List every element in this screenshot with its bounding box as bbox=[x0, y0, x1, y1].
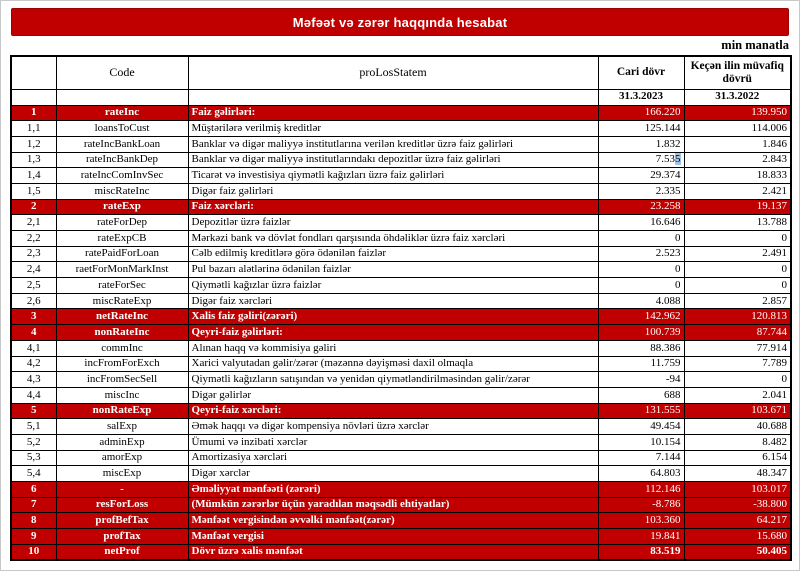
desc-cell: Depozitlər üzrə faizlər bbox=[188, 215, 598, 231]
code-cell: adminExp bbox=[56, 434, 188, 450]
current-value-cell: 0 bbox=[598, 231, 684, 247]
current-value-cell: 83.519 bbox=[598, 544, 684, 560]
row-num-cell: 8 bbox=[11, 513, 56, 529]
desc-cell: Amortizasiya xərcləri bbox=[188, 450, 598, 466]
header-row bbox=[11, 56, 791, 89]
table-row bbox=[11, 293, 791, 309]
row-num-cell: 2,2 bbox=[11, 231, 56, 247]
table-row bbox=[11, 372, 791, 388]
previous-value-cell: 19.137 bbox=[684, 199, 791, 215]
table-row-section bbox=[11, 309, 791, 325]
row-num-cell: 1,5 bbox=[11, 183, 56, 199]
row-num-cell: 5 bbox=[11, 403, 56, 419]
previous-value-cell: 40.688 bbox=[684, 419, 791, 435]
current-value-cell: 142.962 bbox=[598, 309, 684, 325]
table-row bbox=[11, 434, 791, 450]
row-num-cell: 1 bbox=[11, 105, 56, 121]
current-value-cell: 23.258 bbox=[598, 199, 684, 215]
current-value-cell: 88.386 bbox=[598, 340, 684, 356]
profit-loss-table bbox=[10, 55, 792, 561]
current-value-cell: 19.841 bbox=[598, 529, 684, 545]
table-row-section bbox=[11, 529, 791, 545]
code-cell: netRateInc bbox=[56, 309, 188, 325]
selected-value-cell[interactable] bbox=[598, 152, 684, 168]
subheader-previous-date: 31.3.2022 bbox=[684, 89, 791, 105]
desc-cell: Ticarət və investisiya qiymətli kağızları üzrə faiz gəlirləri bbox=[188, 168, 598, 184]
desc-cell: Banklar və digər maliyyə institutlarına verilən kreditlər üzrə faiz gəlirləri bbox=[188, 136, 598, 152]
row-num-cell: 6 bbox=[11, 482, 56, 498]
code-cell: - bbox=[56, 482, 188, 498]
previous-value-cell: 2.857 bbox=[684, 293, 791, 309]
current-value-cell: 131.555 bbox=[598, 403, 684, 419]
desc-cell: Faiz xərcləri: bbox=[188, 199, 598, 215]
row-num-cell: 5,3 bbox=[11, 450, 56, 466]
code-cell: incFromForExch bbox=[56, 356, 188, 372]
table-row-section bbox=[11, 403, 791, 419]
code-cell: nonRateInc bbox=[56, 325, 188, 341]
table-row bbox=[11, 183, 791, 199]
row-num-cell: 1,2 bbox=[11, 136, 56, 152]
code-cell: amorExp bbox=[56, 450, 188, 466]
row-num-cell: 3 bbox=[11, 309, 56, 325]
current-value-cell: 112.146 bbox=[598, 482, 684, 498]
desc-cell: Digər faiz gəlirləri bbox=[188, 183, 598, 199]
code-cell: rateForDep bbox=[56, 215, 188, 231]
table-row bbox=[11, 466, 791, 482]
subheader-empty bbox=[56, 89, 188, 105]
code-cell: salExp bbox=[56, 419, 188, 435]
desc-cell: Digər faiz xərcləri bbox=[188, 293, 598, 309]
code-cell: miscInc bbox=[56, 387, 188, 403]
desc-cell: Faiz gəlirləri: bbox=[188, 105, 598, 121]
previous-value-cell: 2.421 bbox=[684, 183, 791, 199]
current-value-cell: 125.144 bbox=[598, 121, 684, 137]
current-value-cell: 10.154 bbox=[598, 434, 684, 450]
table-row bbox=[11, 231, 791, 247]
table-row-section bbox=[11, 497, 791, 513]
current-value-cell: -8.786 bbox=[598, 497, 684, 513]
text-selection-highlight: 5 bbox=[675, 153, 681, 166]
current-value-cell: 166.220 bbox=[598, 105, 684, 121]
desc-cell: Xarici valyutadan gəlir/zərər (məzənnə dəyişməsi daxil olmaqla bbox=[188, 356, 598, 372]
previous-value-cell: 0 bbox=[684, 262, 791, 278]
table-row bbox=[11, 168, 791, 184]
current-value-cell: 16.646 bbox=[598, 215, 684, 231]
current-value-cell: 2.335 bbox=[598, 183, 684, 199]
code-cell: resForLoss bbox=[56, 497, 188, 513]
current-value-cell: 2.523 bbox=[598, 246, 684, 262]
row-num-cell: 4,2 bbox=[11, 356, 56, 372]
previous-value-cell: 7.789 bbox=[684, 356, 791, 372]
desc-cell: Əməliyyat mənfəəti (zərəri) bbox=[188, 482, 598, 498]
table-row bbox=[11, 387, 791, 403]
previous-value-cell: 120.813 bbox=[684, 309, 791, 325]
report-title-banner bbox=[11, 8, 789, 36]
row-num-cell: 2,1 bbox=[11, 215, 56, 231]
desc-cell: Mərkəzi bank və dövlət fondları qarşısında öhdəliklər üzrə faiz xərcləri bbox=[188, 231, 598, 247]
row-num-cell: 2 bbox=[11, 199, 56, 215]
table-row bbox=[11, 152, 791, 168]
row-num-cell: 5,1 bbox=[11, 419, 56, 435]
row-num-cell: 10 bbox=[11, 544, 56, 560]
previous-value-cell: 15.680 bbox=[684, 529, 791, 545]
previous-value-cell: 1.846 bbox=[684, 136, 791, 152]
previous-value-cell: 50.405 bbox=[684, 544, 791, 560]
subheader-empty bbox=[188, 89, 598, 105]
row-num-cell: 2,4 bbox=[11, 262, 56, 278]
header-previous-period: Keçən ilin müvafiq dövrü bbox=[684, 56, 791, 89]
desc-cell: Qeyri-faiz gəlirləri: bbox=[188, 325, 598, 341]
current-value-cell: 0 bbox=[598, 278, 684, 294]
current-value-cell: 11.759 bbox=[598, 356, 684, 372]
desc-cell: Pul bazarı alətlərinə ödənilən faizlər bbox=[188, 262, 598, 278]
table-row-section bbox=[11, 105, 791, 121]
previous-value-cell: 103.017 bbox=[684, 482, 791, 498]
code-cell: profBefTax bbox=[56, 513, 188, 529]
row-num-cell: 4,3 bbox=[11, 372, 56, 388]
header-num bbox=[11, 56, 56, 89]
previous-value-cell: 48.347 bbox=[684, 466, 791, 482]
current-value-cell: 4.088 bbox=[598, 293, 684, 309]
desc-cell: Qeyri-faiz xərcləri: bbox=[188, 403, 598, 419]
code-cell: rateIncComInvSec bbox=[56, 168, 188, 184]
code-cell: profTax bbox=[56, 529, 188, 545]
desc-cell: Cəlb edilmiş kreditlərə görə ödənilən faizlər bbox=[188, 246, 598, 262]
previous-value-cell: 2.843 bbox=[684, 152, 791, 168]
desc-cell: Qiymətli kağızlar üzrə faizlər bbox=[188, 278, 598, 294]
row-num-cell: 7 bbox=[11, 497, 56, 513]
table-row bbox=[11, 419, 791, 435]
row-num-cell: 1,4 bbox=[11, 168, 56, 184]
previous-value-cell: 18.833 bbox=[684, 168, 791, 184]
subheader-current-date: 31.3.2023 bbox=[598, 89, 684, 105]
code-cell: ratePaidForLoan bbox=[56, 246, 188, 262]
row-num-cell: 5,4 bbox=[11, 466, 56, 482]
row-num-cell: 4,4 bbox=[11, 387, 56, 403]
current-value-cell: 688 bbox=[598, 387, 684, 403]
previous-value-cell: -38.800 bbox=[684, 497, 791, 513]
table-row-total bbox=[11, 544, 791, 560]
code-cell: rateExpCB bbox=[56, 231, 188, 247]
table-row bbox=[11, 340, 791, 356]
desc-cell: Əmək haqqı və digər kompensiya növləri üzrə xərclər bbox=[188, 419, 598, 435]
current-value-cell: 64.803 bbox=[598, 466, 684, 482]
previous-value-cell: 2.491 bbox=[684, 246, 791, 262]
current-value-cell: 49.454 bbox=[598, 419, 684, 435]
previous-value-cell: 103.671 bbox=[684, 403, 791, 419]
previous-value-cell: 2.041 bbox=[684, 387, 791, 403]
table-row bbox=[11, 356, 791, 372]
report-title: Məfəət və zərər haqqında hesabat bbox=[292, 14, 508, 30]
code-cell: raetForMonMarkInst bbox=[56, 262, 188, 278]
table-row bbox=[11, 262, 791, 278]
previous-value-cell: 13.788 bbox=[684, 215, 791, 231]
table-row bbox=[11, 215, 791, 231]
desc-cell: Qiymətli kağızların satışından və yenidən qiymətləndirilməsindən gəlir/zərər bbox=[188, 372, 598, 388]
desc-cell: Ümumi və inzibati xərclər bbox=[188, 434, 598, 450]
code-cell: incFromSecSell bbox=[56, 372, 188, 388]
previous-value-cell: 77.914 bbox=[684, 340, 791, 356]
code-cell: rateForSec bbox=[56, 278, 188, 294]
previous-value-cell: 0 bbox=[684, 231, 791, 247]
header-current-period: Cari dövr bbox=[598, 56, 684, 89]
code-cell: netProf bbox=[56, 544, 188, 560]
current-value-cell: -94 bbox=[598, 372, 684, 388]
unit-note: min manatla bbox=[721, 38, 789, 52]
table-row-section bbox=[11, 325, 791, 341]
subheader-row bbox=[11, 89, 791, 105]
table-row bbox=[11, 246, 791, 262]
desc-cell: Digər xərclər bbox=[188, 466, 598, 482]
code-cell: miscRateInc bbox=[56, 183, 188, 199]
table-row-section bbox=[11, 482, 791, 498]
previous-value-cell: 0 bbox=[684, 278, 791, 294]
code-cell: rateInc bbox=[56, 105, 188, 121]
code-cell: loansToCust bbox=[56, 121, 188, 137]
code-cell: rateIncBankDep bbox=[56, 152, 188, 168]
current-value-cell: 29.374 bbox=[598, 168, 684, 184]
row-num-cell: 5,2 bbox=[11, 434, 56, 450]
code-cell: miscExp bbox=[56, 466, 188, 482]
previous-value-cell: 0 bbox=[684, 372, 791, 388]
code-cell: nonRateExp bbox=[56, 403, 188, 419]
row-num-cell: 4 bbox=[11, 325, 56, 341]
row-num-cell: 1,3 bbox=[11, 152, 56, 168]
current-value-cell: 100.739 bbox=[598, 325, 684, 341]
previous-value-cell: 114.006 bbox=[684, 121, 791, 137]
desc-cell: Müştərilərə verilmiş kreditlər bbox=[188, 121, 598, 137]
previous-value-cell: 87.744 bbox=[684, 325, 791, 341]
table-row-section bbox=[11, 199, 791, 215]
row-num-cell: 9 bbox=[11, 529, 56, 545]
desc-cell: Banklar və digər maliyyə institutlarındakı depozitlər üzrə faiz gəlirləri bbox=[188, 152, 598, 168]
desc-cell: Alınan haqq və kommisiya gəliri bbox=[188, 340, 598, 356]
desc-cell: Mənfəət vergisindən əvvəlki mənfəət(zərər) bbox=[188, 513, 598, 529]
previous-value-cell: 6.154 bbox=[684, 450, 791, 466]
value-text: 7.53 bbox=[655, 153, 675, 166]
code-cell: miscRateExp bbox=[56, 293, 188, 309]
current-value-cell: 103.360 bbox=[598, 513, 684, 529]
table-row bbox=[11, 278, 791, 294]
table-row bbox=[11, 450, 791, 466]
current-value-cell: 0 bbox=[598, 262, 684, 278]
header-code: Code bbox=[56, 56, 188, 89]
desc-cell: (Mümkün zərərlər üçün yaradılan məqsədli ehtiyatlar) bbox=[188, 497, 598, 513]
subheader-empty bbox=[11, 89, 56, 105]
table-row-section bbox=[11, 513, 791, 529]
code-cell: rateIncBankLoan bbox=[56, 136, 188, 152]
desc-cell: Digər gəlirlər bbox=[188, 387, 598, 403]
previous-value-cell: 8.482 bbox=[684, 434, 791, 450]
table-row bbox=[11, 136, 791, 152]
header-desc: proLosStatem bbox=[188, 56, 598, 89]
desc-cell: Mənfəət vergisi bbox=[188, 529, 598, 545]
table-row bbox=[11, 121, 791, 137]
current-value-cell: 7.144 bbox=[598, 450, 684, 466]
row-num-cell: 1,1 bbox=[11, 121, 56, 137]
row-num-cell: 2,6 bbox=[11, 293, 56, 309]
code-cell: commInc bbox=[56, 340, 188, 356]
row-num-cell: 2,5 bbox=[11, 278, 56, 294]
previous-value-cell: 64.217 bbox=[684, 513, 791, 529]
desc-cell: Dövr üzrə xalis mənfəət bbox=[188, 544, 598, 560]
previous-value-cell: 139.950 bbox=[684, 105, 791, 121]
code-cell: rateExp bbox=[56, 199, 188, 215]
row-num-cell: 2,3 bbox=[11, 246, 56, 262]
current-value-cell: 1.832 bbox=[598, 136, 684, 152]
row-num-cell: 4,1 bbox=[11, 340, 56, 356]
desc-cell: Xalis faiz gəliri(zərəri) bbox=[188, 309, 598, 325]
